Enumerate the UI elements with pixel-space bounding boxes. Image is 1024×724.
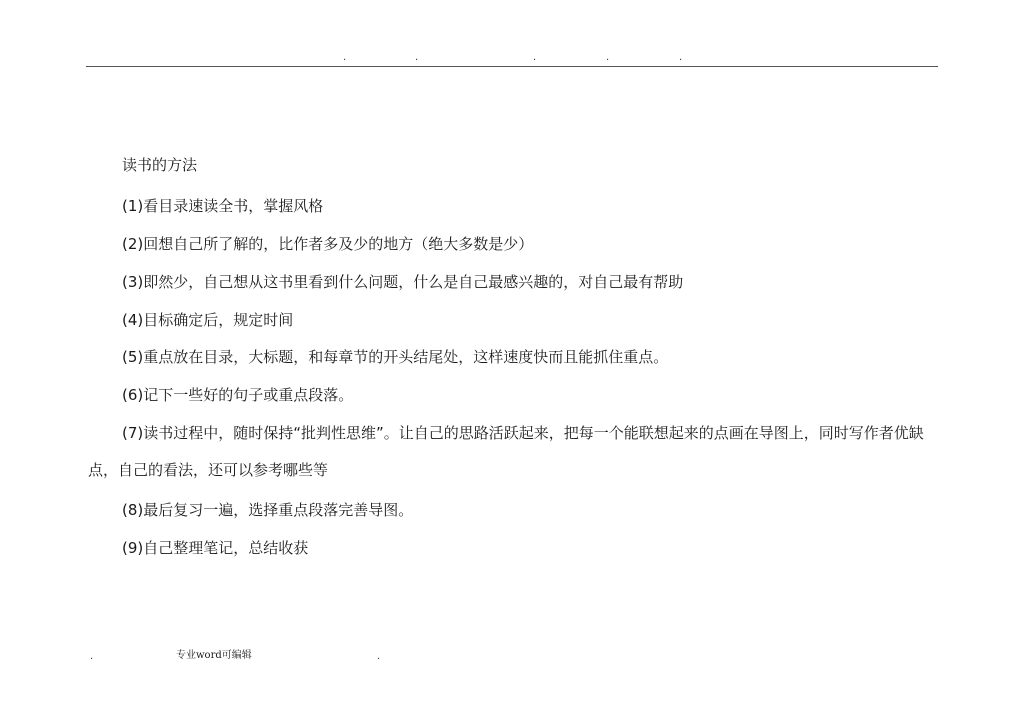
list-item: (6)记下一些好的句子或重点段落。: [122, 386, 354, 404]
list-item: (7)读书过程中，随时保持“批判性思维”。让自己的思路活跃起来，把每一个能联想起来的点画在导图上，同时写作者优缺点，自己的看法，还可以参考哪些等: [88, 424, 924, 479]
list-item: (9)自己整理笔记，总结收获: [122, 539, 309, 557]
list-item: (8)最后复习一遍，选择重点段落完善导图。: [122, 501, 414, 519]
header-dot: .: [533, 52, 537, 63]
list-item: (1)看目录速读全书，掌握风格: [122, 197, 324, 215]
footer-dot: .: [90, 651, 94, 662]
header-dot: .: [415, 52, 419, 63]
list-item: (3)即然少，自己想从这书里看到什么问题，什么是自己最感兴趣的，对自己最有帮助: [122, 273, 684, 291]
footer-dot: .: [377, 651, 381, 662]
header-rule: [86, 66, 938, 67]
list-item: (5)重点放在目录，大标题，和每章节的开头结尾处，这样速度快而且能抓住重点。: [122, 348, 669, 366]
header-dot: .: [606, 52, 610, 63]
list-item: (4)目标确定后，规定时间: [122, 311, 294, 329]
list-item: (2)回想自己所了解的，比作者多及少的地方（绝大多数是少）: [122, 235, 534, 253]
document-title: 读书的方法: [122, 156, 198, 174]
header-dot: .: [343, 52, 347, 63]
footer-text: 专业word可编辑: [176, 650, 252, 661]
header-dot: .: [679, 52, 683, 63]
